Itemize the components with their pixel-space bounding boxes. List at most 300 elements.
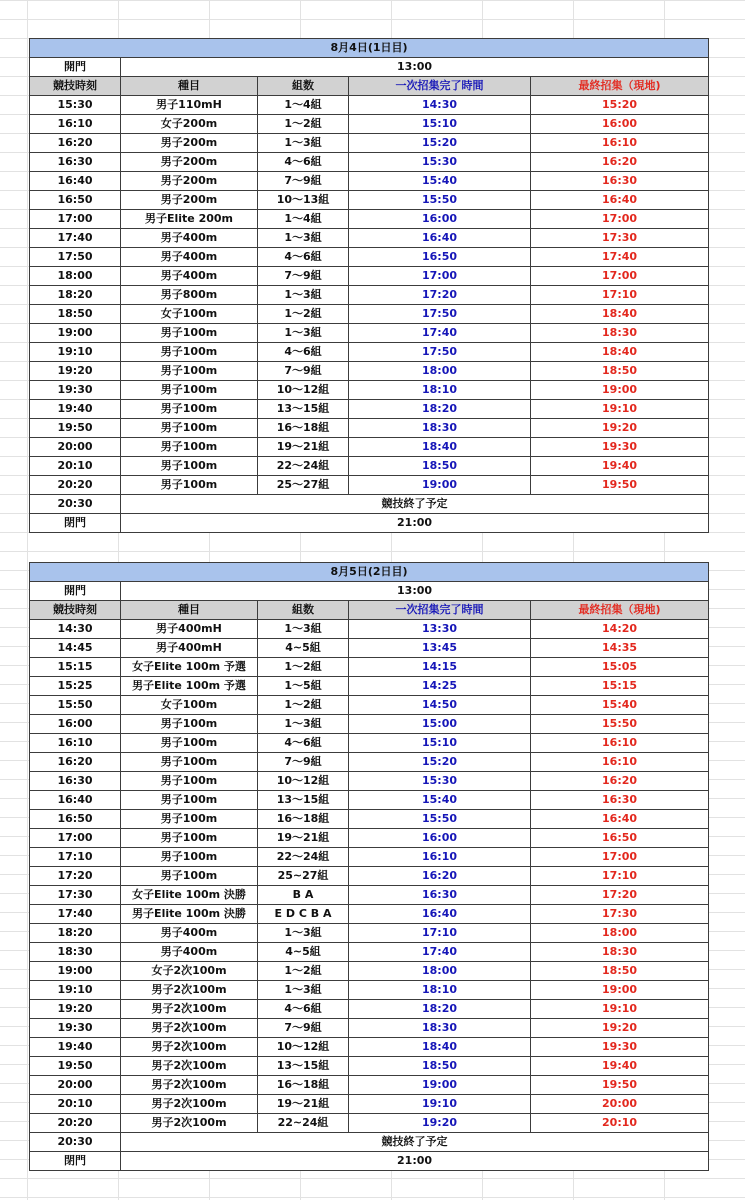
final-call-cell[interactable]: 19:10 [531,400,709,419]
heats-cell[interactable]: 4〜6組 [258,734,349,753]
close-label[interactable]: 閉門 [30,1152,121,1171]
heats-cell[interactable]: 7〜9組 [258,1019,349,1038]
heats-cell[interactable]: 1〜3組 [258,924,349,943]
first-call-cell[interactable]: 15:50 [349,191,531,210]
event-cell[interactable]: 男子100m [121,772,258,791]
first-call-cell[interactable]: 14:30 [349,96,531,115]
header-row [30,77,709,96]
heats-cell[interactable]: 1〜2組 [258,962,349,981]
event-cell[interactable]: 男子2次100m [121,1000,258,1019]
first-call-cell[interactable]: 17:40 [349,324,531,343]
heats-cell[interactable]: 1〜3組 [258,286,349,305]
time-cell[interactable]: 18:20 [30,924,121,943]
heats-cell[interactable]: 4〜6組 [258,343,349,362]
time-cell[interactable]: 15:50 [30,696,121,715]
event-cell[interactable]: 男子400mH [121,620,258,639]
time-cell[interactable]: 19:00 [30,324,121,343]
header-final-call[interactable]: 最終招集（現地) [531,77,709,96]
time-cell[interactable]: 16:20 [30,753,121,772]
time-cell[interactable]: 19:00 [30,962,121,981]
event-cell[interactable]: 男子100m [121,715,258,734]
first-call-cell[interactable]: 17:10 [349,924,531,943]
close-time[interactable]: 21:00 [121,514,709,533]
final-call-cell[interactable]: 19:20 [531,419,709,438]
final-call-cell[interactable]: 16:30 [531,172,709,191]
first-call-cell[interactable]: 15:40 [349,172,531,191]
final-call-cell[interactable]: 19:40 [531,1057,709,1076]
table-row [30,677,709,696]
event-cell[interactable]: 男子Elite 200m [121,210,258,229]
heats-cell[interactable]: 7〜9組 [258,753,349,772]
end-row [30,495,709,514]
table-row [30,438,709,457]
heats-cell[interactable]: 4〜6組 [258,153,349,172]
event-cell[interactable]: 男子110mH [121,96,258,115]
event-cell[interactable]: 男子100m [121,810,258,829]
first-call-cell[interactable]: 17:50 [349,305,531,324]
first-call-cell[interactable]: 18:10 [349,981,531,1000]
event-cell[interactable]: 男子100m [121,419,258,438]
heats-cell[interactable]: 1〜2組 [258,696,349,715]
first-call-cell[interactable]: 13:30 [349,620,531,639]
table-row [30,924,709,943]
open-row [30,58,709,77]
end-row [30,1133,709,1152]
final-call-cell[interactable]: 17:00 [531,267,709,286]
table-row [30,886,709,905]
time-cell[interactable]: 17:00 [30,210,121,229]
final-call-cell[interactable]: 17:10 [531,867,709,886]
header-heats[interactable]: 組数 [258,77,349,96]
time-cell[interactable]: 17:10 [30,848,121,867]
first-call-cell[interactable]: 15:20 [349,134,531,153]
end-label[interactable]: 競技終了予定 [121,495,709,514]
header-event[interactable]: 種目 [121,601,258,620]
first-call-cell[interactable]: 16:40 [349,229,531,248]
time-cell[interactable]: 16:30 [30,772,121,791]
time-cell[interactable]: 16:40 [30,791,121,810]
final-call-cell[interactable]: 17:40 [531,248,709,267]
final-call-cell[interactable]: 19:10 [531,1000,709,1019]
final-call-cell[interactable]: 19:30 [531,1038,709,1057]
first-call-cell[interactable]: 14:15 [349,658,531,677]
day-title[interactable]: 8月5日(2日目) [30,563,709,582]
event-cell[interactable]: 女子Elite 100m 予選 [121,658,258,677]
time-cell[interactable]: 18:50 [30,305,121,324]
table-row [30,658,709,677]
table-row [30,476,709,495]
day2-schedule-table [29,562,709,1171]
heats-cell[interactable]: 13〜15組 [258,791,349,810]
time-cell[interactable]: 20:10 [30,1095,121,1114]
heats-cell[interactable]: 19〜21組 [258,1095,349,1114]
first-call-cell[interactable]: 19:20 [349,1114,531,1133]
heats-cell[interactable]: 1〜2組 [258,115,349,134]
event-cell[interactable]: 男子200m [121,172,258,191]
header-time[interactable]: 競技時刻 [30,601,121,620]
time-cell[interactable]: 17:30 [30,886,121,905]
heats-cell[interactable]: 19〜21組 [258,438,349,457]
first-call-cell[interactable]: 15:20 [349,753,531,772]
time-cell[interactable]: 19:30 [30,381,121,400]
final-call-cell[interactable]: 16:20 [531,772,709,791]
time-cell[interactable]: 19:40 [30,1038,121,1057]
first-call-cell[interactable]: 15:40 [349,791,531,810]
final-call-cell[interactable]: 14:20 [531,620,709,639]
time-cell[interactable]: 16:40 [30,172,121,191]
table-row [30,96,709,115]
table-row [30,115,709,134]
final-call-cell[interactable]: 19:50 [531,476,709,495]
final-call-cell[interactable]: 18:50 [531,962,709,981]
heats-cell[interactable]: 25~27組 [258,867,349,886]
first-call-cell[interactable]: 18:50 [349,1057,531,1076]
event-cell[interactable]: 男子100m [121,829,258,848]
event-cell[interactable]: 男子400m [121,924,258,943]
first-call-cell[interactable]: 15:10 [349,734,531,753]
first-call-cell[interactable]: 15:30 [349,772,531,791]
heats-cell[interactable]: 1〜3組 [258,981,349,1000]
time-cell[interactable]: 19:20 [30,362,121,381]
table-row [30,1057,709,1076]
event-cell[interactable]: 女子100m [121,696,258,715]
first-call-cell[interactable]: 18:30 [349,419,531,438]
final-call-cell[interactable]: 19:00 [531,381,709,400]
first-call-cell[interactable]: 14:25 [349,677,531,696]
time-cell[interactable]: 19:40 [30,400,121,419]
time-cell[interactable]: 18:30 [30,943,121,962]
event-cell[interactable]: 男子100m [121,734,258,753]
heats-cell[interactable]: 4〜6組 [258,248,349,267]
event-cell[interactable]: 男子100m [121,791,258,810]
final-call-cell[interactable]: 15:05 [531,658,709,677]
table-row [30,343,709,362]
final-call-cell[interactable]: 19:40 [531,457,709,476]
heats-cell[interactable]: 1〜2組 [258,658,349,677]
final-call-cell[interactable]: 17:30 [531,905,709,924]
time-cell[interactable]: 17:40 [30,229,121,248]
first-call-cell[interactable]: 15:30 [349,153,531,172]
end-time[interactable]: 20:30 [30,1133,121,1152]
final-call-cell[interactable]: 16:00 [531,115,709,134]
day1-schedule-table [29,38,709,533]
heats-cell[interactable]: 4~5組 [258,639,349,658]
time-cell[interactable]: 19:10 [30,981,121,1000]
final-call-cell[interactable]: 15:50 [531,715,709,734]
final-call-cell[interactable]: 16:20 [531,153,709,172]
final-call-cell[interactable]: 18:30 [531,324,709,343]
final-call-cell[interactable]: 18:50 [531,362,709,381]
heats-cell[interactable]: 1〜2組 [258,305,349,324]
table-row [30,639,709,658]
first-call-cell[interactable]: 17:20 [349,286,531,305]
event-cell[interactable]: 男子400m [121,229,258,248]
table-row [30,620,709,639]
time-cell[interactable]: 16:50 [30,191,121,210]
final-call-cell[interactable]: 17:00 [531,210,709,229]
heats-cell[interactable]: 7〜9組 [258,267,349,286]
table-row [30,324,709,343]
event-cell[interactable]: 女子200m [121,115,258,134]
time-cell[interactable]: 16:00 [30,715,121,734]
heats-cell[interactable]: 1〜4組 [258,96,349,115]
time-cell[interactable]: 19:50 [30,419,121,438]
time-cell[interactable]: 16:20 [30,134,121,153]
header-final-call[interactable]: 最終招集（現地) [531,601,709,620]
event-cell[interactable]: 女子2次100m [121,962,258,981]
table-row [30,772,709,791]
first-call-cell[interactable]: 15:50 [349,810,531,829]
end-label[interactable]: 競技終了予定 [121,1133,709,1152]
time-cell[interactable]: 19:50 [30,1057,121,1076]
first-call-cell[interactable]: 18:40 [349,438,531,457]
first-call-cell[interactable]: 15:00 [349,715,531,734]
event-cell[interactable]: 男子100m [121,362,258,381]
open-label[interactable]: 開門 [30,58,121,77]
final-call-cell[interactable]: 19:50 [531,1076,709,1095]
heats-cell[interactable]: 4~5組 [258,943,349,962]
first-call-cell[interactable]: 19:10 [349,1095,531,1114]
first-call-cell[interactable]: 16:40 [349,905,531,924]
time-cell[interactable]: 18:20 [30,286,121,305]
table-row [30,153,709,172]
heats-cell[interactable]: 1〜3組 [258,134,349,153]
time-cell[interactable]: 19:10 [30,343,121,362]
open-time[interactable]: 13:00 [121,58,709,77]
first-call-cell[interactable]: 16:10 [349,848,531,867]
event-cell[interactable]: 男子100m [121,343,258,362]
event-cell[interactable]: 男子400m [121,248,258,267]
time-cell[interactable]: 17:40 [30,905,121,924]
header-first-call[interactable]: 一次招集完了時間 [349,77,531,96]
table-row [30,419,709,438]
event-cell[interactable]: 男子100m [121,438,258,457]
heats-cell[interactable]: 1〜5組 [258,677,349,696]
event-cell[interactable]: 男子100m [121,476,258,495]
time-cell[interactable]: 17:50 [30,248,121,267]
heats-cell[interactable]: 4〜6組 [258,1000,349,1019]
event-cell[interactable]: 男子2次100m [121,1057,258,1076]
event-cell[interactable]: 女子100m [121,305,258,324]
time-cell[interactable]: 15:30 [30,96,121,115]
header-heats[interactable]: 組数 [258,601,349,620]
final-call-cell[interactable]: 16:40 [531,810,709,829]
event-cell[interactable]: 男子Elite 100m 予選 [121,677,258,696]
event-cell[interactable]: 男子100m [121,848,258,867]
final-call-cell[interactable]: 19:30 [531,438,709,457]
heats-cell[interactable]: 22〜24組 [258,848,349,867]
heats-cell[interactable]: 13〜15組 [258,400,349,419]
final-call-cell[interactable]: 16:10 [531,753,709,772]
heats-cell[interactable]: 13〜15組 [258,1057,349,1076]
final-call-cell[interactable]: 20:00 [531,1095,709,1114]
first-call-cell[interactable]: 17:50 [349,343,531,362]
header-first-call[interactable]: 一次招集完了時間 [349,601,531,620]
first-call-cell[interactable]: 16:00 [349,829,531,848]
event-cell[interactable]: 男子100m [121,753,258,772]
time-cell[interactable]: 14:30 [30,620,121,639]
table-row [30,981,709,1000]
time-cell[interactable]: 20:00 [30,438,121,457]
heats-cell[interactable]: E D C B A [258,905,349,924]
first-call-cell[interactable]: 16:50 [349,248,531,267]
first-call-cell[interactable]: 16:00 [349,210,531,229]
first-call-cell[interactable]: 15:10 [349,115,531,134]
event-cell[interactable]: 男子2次100m [121,981,258,1000]
table-row [30,191,709,210]
time-cell[interactable]: 18:00 [30,267,121,286]
final-call-cell[interactable]: 16:10 [531,734,709,753]
final-call-cell[interactable]: 15:40 [531,696,709,715]
final-call-cell[interactable]: 17:30 [531,229,709,248]
final-call-cell[interactable]: 17:00 [531,848,709,867]
close-time[interactable]: 21:00 [121,1152,709,1171]
time-cell[interactable]: 15:15 [30,658,121,677]
time-cell[interactable]: 20:10 [30,457,121,476]
heats-cell[interactable]: 16〜18組 [258,419,349,438]
time-cell[interactable]: 15:25 [30,677,121,696]
heats-cell[interactable]: 10〜12組 [258,772,349,791]
event-cell[interactable]: 男子Elite 100m 決勝 [121,905,258,924]
table-row [30,134,709,153]
final-call-cell[interactable]: 18:30 [531,943,709,962]
event-cell[interactable]: 男子100m [121,400,258,419]
final-call-cell[interactable]: 18:40 [531,343,709,362]
event-cell[interactable]: 男子100m [121,457,258,476]
heats-cell[interactable]: 19〜21組 [258,829,349,848]
first-call-cell[interactable]: 17:00 [349,267,531,286]
final-call-cell[interactable]: 17:10 [531,286,709,305]
first-call-cell[interactable]: 18:40 [349,1038,531,1057]
table-row [30,267,709,286]
time-cell[interactable]: 16:50 [30,810,121,829]
final-call-cell[interactable]: 16:10 [531,134,709,153]
table-row [30,734,709,753]
first-call-cell[interactable]: 14:50 [349,696,531,715]
time-cell[interactable]: 16:10 [30,734,121,753]
first-call-cell[interactable]: 18:10 [349,381,531,400]
heats-cell[interactable]: 1〜3組 [258,229,349,248]
table-row [30,1076,709,1095]
first-call-cell[interactable]: 18:20 [349,400,531,419]
table-row [30,962,709,981]
first-call-cell[interactable]: 18:50 [349,457,531,476]
event-cell[interactable]: 男子400m [121,943,258,962]
final-call-cell[interactable]: 15:15 [531,677,709,696]
heats-cell[interactable]: 16〜18組 [258,810,349,829]
heats-cell[interactable]: 22〜24組 [258,457,349,476]
final-call-cell[interactable]: 14:35 [531,639,709,658]
time-cell[interactable]: 17:20 [30,867,121,886]
first-call-cell[interactable]: 16:20 [349,867,531,886]
event-cell[interactable]: 男子2次100m [121,1114,258,1133]
first-call-cell[interactable]: 18:30 [349,1019,531,1038]
heats-cell[interactable]: 10〜12組 [258,381,349,400]
time-cell[interactable]: 17:00 [30,829,121,848]
heats-cell[interactable]: 1〜3組 [258,620,349,639]
heats-cell[interactable]: 1〜3組 [258,324,349,343]
event-cell[interactable]: 男子100m [121,381,258,400]
table-row [30,305,709,324]
final-call-cell[interactable]: 16:30 [531,791,709,810]
first-call-cell[interactable]: 16:30 [349,886,531,905]
final-call-cell[interactable]: 16:40 [531,191,709,210]
heats-cell[interactable]: 10〜12組 [258,1038,349,1057]
final-call-cell[interactable]: 18:40 [531,305,709,324]
first-call-cell[interactable]: 18:20 [349,1000,531,1019]
first-call-cell[interactable]: 13:45 [349,639,531,658]
heats-cell[interactable]: 16〜18組 [258,1076,349,1095]
day-title[interactable]: 8月4日(1日目) [30,39,709,58]
table-row [30,1114,709,1133]
open-label[interactable]: 開門 [30,582,121,601]
table-row [30,1095,709,1114]
time-cell[interactable]: 14:45 [30,639,121,658]
final-call-cell[interactable]: 15:20 [531,96,709,115]
table-row [30,229,709,248]
first-call-cell[interactable]: 18:00 [349,962,531,981]
table-row [30,457,709,476]
event-cell[interactable]: 男子200m [121,134,258,153]
heats-cell[interactable]: 25〜27組 [258,476,349,495]
close-label[interactable]: 閉門 [30,514,121,533]
time-cell[interactable]: 20:20 [30,476,121,495]
event-cell[interactable]: 男子2次100m [121,1038,258,1057]
first-call-cell[interactable]: 19:00 [349,476,531,495]
first-call-cell[interactable]: 19:00 [349,1076,531,1095]
event-cell[interactable]: 男子400mH [121,639,258,658]
header-event[interactable]: 種目 [121,77,258,96]
event-cell[interactable]: 男子2次100m [121,1019,258,1038]
event-cell[interactable]: 男子2次100m [121,1076,258,1095]
first-call-cell[interactable]: 17:40 [349,943,531,962]
final-call-cell[interactable]: 16:50 [531,829,709,848]
event-cell[interactable]: 男子800m [121,286,258,305]
header-time[interactable]: 競技時刻 [30,77,121,96]
table-row [30,753,709,772]
heats-cell[interactable]: 22~24組 [258,1114,349,1133]
final-call-cell[interactable]: 17:20 [531,886,709,905]
heats-cell[interactable]: 10〜13組 [258,191,349,210]
event-cell[interactable]: 男子100m [121,867,258,886]
heats-cell[interactable]: B A [258,886,349,905]
event-cell[interactable]: 女子Elite 100m 決勝 [121,886,258,905]
time-cell[interactable]: 16:30 [30,153,121,172]
table-row [30,172,709,191]
heats-cell[interactable]: 1〜4組 [258,210,349,229]
time-cell[interactable]: 19:30 [30,1019,121,1038]
event-cell[interactable]: 男子400m [121,267,258,286]
heats-cell[interactable]: 1〜3組 [258,715,349,734]
end-time[interactable]: 20:30 [30,495,121,514]
time-cell[interactable]: 20:20 [30,1114,121,1133]
heats-cell[interactable]: 7〜9組 [258,362,349,381]
open-time[interactable]: 13:00 [121,582,709,601]
final-call-cell[interactable]: 20:10 [531,1114,709,1133]
time-cell[interactable]: 20:00 [30,1076,121,1095]
event-cell[interactable]: 男子2次100m [121,1095,258,1114]
event-cell[interactable]: 男子200m [121,153,258,172]
final-call-cell[interactable]: 18:00 [531,924,709,943]
final-call-cell[interactable]: 19:00 [531,981,709,1000]
first-call-cell[interactable]: 18:00 [349,362,531,381]
time-cell[interactable]: 19:20 [30,1000,121,1019]
heats-cell[interactable]: 7〜9組 [258,172,349,191]
final-call-cell[interactable]: 19:20 [531,1019,709,1038]
event-cell[interactable]: 男子200m [121,191,258,210]
event-cell[interactable]: 男子100m [121,324,258,343]
time-cell[interactable]: 16:10 [30,115,121,134]
